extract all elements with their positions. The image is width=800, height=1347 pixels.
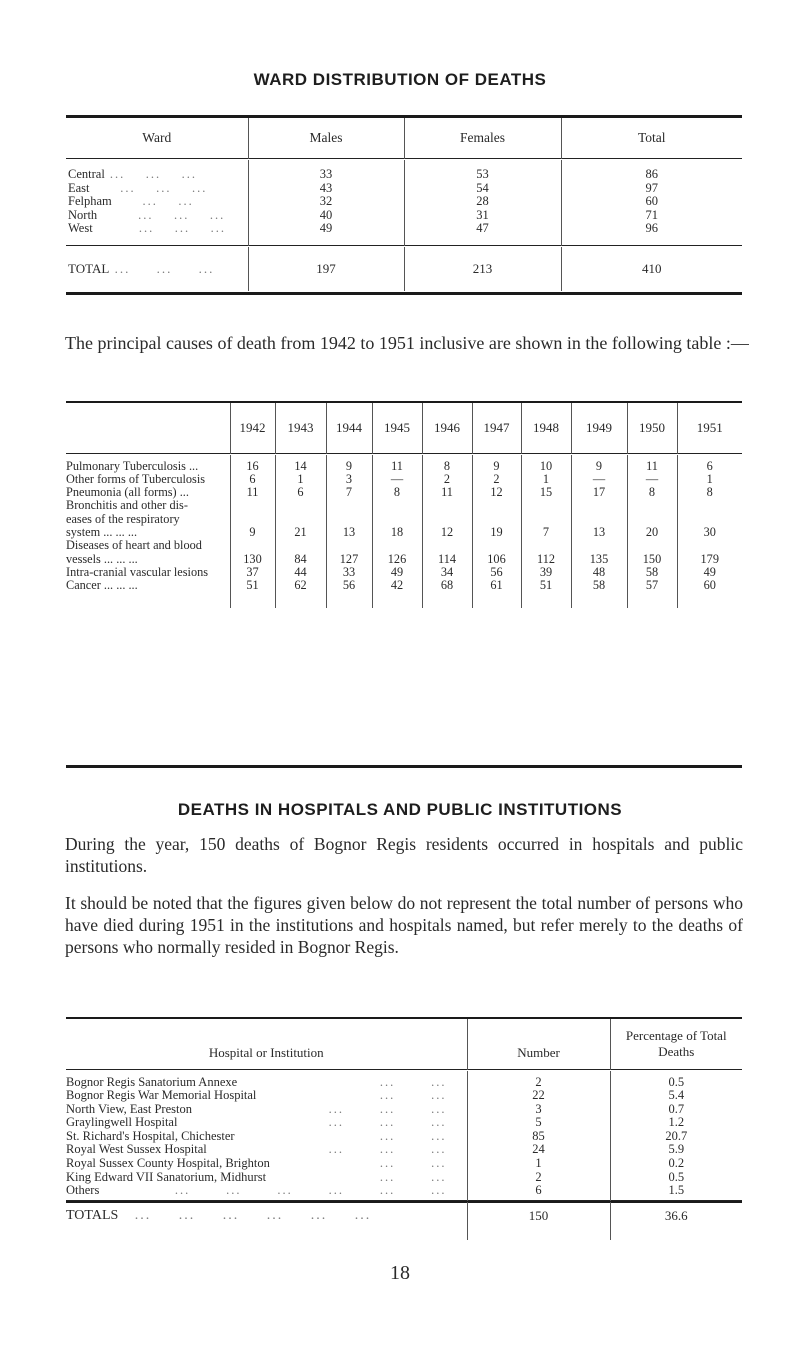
cause-row (66, 499, 742, 539)
cause-value: 56 (472, 566, 521, 579)
hospital-header-number: Number (467, 1019, 610, 1069)
ward-table-bottom-rule (66, 292, 742, 295)
cause-value: 11 (230, 486, 275, 499)
hospital-row: Royal West Sussex Hospital ... ... ... 24 5.9 (66, 1143, 742, 1157)
ward-name: Felpham (68, 194, 112, 208)
hospital-number: 3 (467, 1103, 610, 1117)
cause-label-line: Other forms of Tuberculosis (66, 471, 206, 486)
ward-header-males: Males (248, 118, 404, 158)
hospital-row: Royal Sussex County Hospital, Brighton ... ... 1 0.2 (66, 1157, 742, 1171)
cause-row (66, 455, 742, 473)
causes-of-death-table (66, 403, 742, 608)
ward-section-title: WARD DISTRIBUTION OF DEATHS (253, 70, 547, 89)
cause-value: 135 (571, 539, 627, 566)
hospital-number: 22 (467, 1089, 610, 1103)
cause-value: 44 (275, 566, 326, 579)
ward-females-value: 47 (404, 222, 561, 236)
hospital-row: King Edward VII Sanatorium, Midhurst ... ... 2 0.5 (66, 1171, 742, 1185)
hospital-percent: 1.5 (610, 1184, 742, 1198)
hospital-number: 6 (467, 1184, 610, 1198)
cause-value: 150 (627, 539, 677, 566)
causes-table-bottom-rule (66, 765, 742, 768)
ward-total-label: TOTAL (68, 261, 110, 276)
cause-value: 30 (677, 499, 742, 539)
ward-females-value: 53 (404, 160, 561, 182)
year-header-1949: 1949 (571, 403, 627, 453)
hospital-name: North View, East Preston (66, 1101, 192, 1116)
page-number: 18 (390, 1262, 410, 1284)
hospital-name: Bognor Regis War Memorial Hospital (66, 1088, 257, 1103)
cause-value: 8 (422, 455, 472, 473)
ward-total-value: 97 (561, 182, 742, 196)
cause-value: 11 (627, 455, 677, 473)
year-header-1951: 1951 (677, 403, 742, 453)
hospital-number: 1 (467, 1157, 610, 1171)
hospital-header-percentage: Percentage of Total Deaths (610, 1019, 742, 1069)
cause-value: 84 (275, 539, 326, 566)
cause-label-line: Pneumonia (all forms) ... (66, 485, 189, 500)
hospital-percent: 0.5 (610, 1076, 742, 1090)
ward-total-value: 86 (561, 160, 742, 182)
cause-value: 2 (422, 473, 472, 486)
cause-value: 17 (571, 486, 627, 499)
cause-value: 14 (275, 455, 326, 473)
cause-value: 61 (472, 579, 521, 592)
cause-label-line: vessels ... ... ... (66, 551, 138, 566)
cause-row (66, 579, 742, 592)
ward-males-value: 43 (248, 182, 404, 196)
hospital-number: 5 (467, 1116, 610, 1130)
cause-value: 49 (372, 566, 422, 579)
hospital-name: St. Richard's Hospital, Chichester (66, 1128, 235, 1143)
cause-value: 8 (627, 486, 677, 499)
cause-label-line: Pulmonary Tuberculosis ... (66, 458, 199, 473)
hospital-number: 85 (467, 1130, 610, 1144)
hospitals-para-2: It should be noted that the figures given below do not represent the total number of persons who have died during 1951 in the institutions and hospitals named, but refer merely to the deaths of persons who normally resided in Bognor Regis. (65, 893, 743, 957)
hospital-row: St. Richard's Hospital, Chichester ... ... 85 20.7 (66, 1130, 742, 1144)
cause-value: 2 (472, 473, 521, 486)
ward-row: Central ... ... ... 33 53 86 (66, 160, 742, 182)
cause-value: 8 (372, 486, 422, 499)
cause-value: 33 (326, 566, 372, 579)
ward-males-value: 40 (248, 209, 404, 223)
cause-value: 9 (230, 499, 275, 539)
year-header-1946: 1946 (422, 403, 472, 453)
cause-value: 9 (472, 455, 521, 473)
hospital-deaths-table: Hospital or Institution Number Percentage of Total Deaths Bognor Regis Sanatorium Annexe ... ... 2 0.5 Bognor Regis War Memorial Hospital ... ... 22 5.4 North View, East Preston ... ... ... 3 0.7 Graylingwell Hospital ... ... ... 5 1.2 St. Richard's Hospital, Chichester ... ... 85 20.7 Royal West Sussex Hospital ... ... ... 24 5.9 Royal Sussex County Hospital, Brighton ... ... 1 0.2 King Edward VII Sanatorium, Midhurst ... ... 2 0.5 Others ... ... ... ... ... ... 6 1.5 TOTALS ... ... ... ... ... ... 150 36.6 (66, 1019, 742, 1240)
hospitals-para-1: During the year, 150 deaths of Bognor Regis residents occurred in hospitals and public institutions. (65, 834, 743, 876)
cause-value: 112 (521, 539, 571, 566)
cause-value: 57 (627, 579, 677, 592)
hospital-name: Royal Sussex County Hospital, Brighton (66, 1156, 270, 1171)
cause-value: 12 (472, 486, 521, 499)
hospital-number: 2 (467, 1076, 610, 1090)
hospital-name: Royal West Sussex Hospital (66, 1142, 207, 1157)
cause-label-line: eases of the respiratory (66, 511, 180, 526)
ward-name: East (68, 180, 90, 195)
cause-value: 114 (422, 539, 472, 566)
ward-header-females: Females (404, 118, 561, 158)
hospital-row: Others ... ... ... ... ... ... 6 1.5 (66, 1184, 742, 1198)
cause-value: 58 (627, 566, 677, 579)
hospital-percent: 0.5 (610, 1171, 742, 1185)
cause-value: — (627, 473, 677, 486)
ward-name: North (68, 207, 98, 222)
ward-total-total: 410 (561, 247, 742, 291)
cause-value: 9 (326, 455, 372, 473)
cause-value: 10 (521, 455, 571, 473)
cause-value: 58 (571, 579, 627, 592)
cause-label-line: Cancer ... ... ... (66, 578, 138, 593)
cause-row (66, 473, 742, 486)
ward-total-males: 197 (248, 247, 404, 291)
cause-value: 1 (677, 473, 742, 486)
hospital-row: Graylingwell Hospital ... ... ... 5 1.2 (66, 1116, 742, 1130)
cause-value: 13 (326, 499, 372, 539)
year-header-1947: 1947 (472, 403, 521, 453)
cause-value: 130 (230, 539, 275, 566)
cause-value: 60 (677, 579, 742, 592)
ward-row: West ... ... ... 49 47 96 (66, 222, 742, 236)
ward-row: East ... ... ... 43 54 97 (66, 182, 742, 196)
causes-intro: The principal causes of death from 1942 to 1951 inclusive are shown in the following table :— (65, 333, 749, 353)
cause-value: 15 (521, 486, 571, 499)
ward-total-females: 213 (404, 247, 561, 291)
ward-males-value: 32 (248, 195, 404, 209)
hospital-percent: 0.2 (610, 1157, 742, 1171)
ward-distribution-table: Ward Males Females Total Central ... ... ... 33 53 86 East ... ... ... 43 54 97 Felpham ... ... 32 28 60 North ... ... ... 40 31 71 West ... ... ... 49 47 96 TOTAL ... ... ... 197 213 410 (66, 118, 742, 291)
cause-row (66, 566, 742, 579)
ward-total-value: 96 (561, 222, 742, 236)
cause-value: 51 (230, 579, 275, 592)
hospital-name: Bognor Regis Sanatorium Annexe (66, 1074, 238, 1089)
hospital-name: King Edward VII Sanatorium, Midhurst (66, 1169, 267, 1184)
hospital-name: Others (66, 1183, 100, 1198)
cause-value: 3 (326, 473, 372, 486)
cause-value: — (372, 473, 422, 486)
cause-value: 42 (372, 579, 422, 592)
hospital-row: North View, East Preston ... ... ... 3 0.7 (66, 1103, 742, 1117)
cause-row (66, 539, 742, 566)
cause-value: 11 (422, 486, 472, 499)
cause-value: 49 (677, 566, 742, 579)
cause-value: 7 (521, 499, 571, 539)
hospital-percent: 20.7 (610, 1130, 742, 1144)
cause-row (66, 486, 742, 499)
cause-value: 11 (372, 455, 422, 473)
hospital-percent: 0.7 (610, 1103, 742, 1117)
ward-row: North ... ... ... 40 31 71 (66, 209, 742, 223)
cause-value: 6 (275, 486, 326, 499)
cause-value: 9 (571, 455, 627, 473)
year-header-1944: 1944 (326, 403, 372, 453)
hospital-percent: 5.4 (610, 1089, 742, 1103)
cause-value: 51 (521, 579, 571, 592)
cause-value: 21 (275, 499, 326, 539)
cause-value: 6 (677, 455, 742, 473)
cause-value: 126 (372, 539, 422, 566)
year-header-1942: 1942 (230, 403, 275, 453)
cause-label-line: Bronchitis and other dis- (66, 498, 188, 513)
cause-value: 62 (275, 579, 326, 592)
year-header-1945: 1945 (372, 403, 422, 453)
ward-header-ward: Ward (142, 129, 172, 145)
ward-total-value: 71 (561, 209, 742, 223)
year-header-1948: 1948 (521, 403, 571, 453)
cause-value: 1 (275, 473, 326, 486)
cause-value: 12 (422, 499, 472, 539)
cause-value: 19 (472, 499, 521, 539)
ward-females-value: 31 (404, 209, 561, 223)
hospital-header-institution: Hospital or Institution (208, 1044, 324, 1060)
cause-value: 6 (230, 473, 275, 486)
cause-value: 18 (372, 499, 422, 539)
cause-value: 13 (571, 499, 627, 539)
year-header-1950: 1950 (627, 403, 677, 453)
hospital-row: Bognor Regis Sanatorium Annexe ... ... 2 0.5 (66, 1076, 742, 1090)
hospital-total-number: 150 (467, 1202, 610, 1230)
ward-name: West (68, 221, 93, 235)
cause-value: 34 (422, 566, 472, 579)
ward-males-value: 33 (248, 160, 404, 182)
ward-total-value: 60 (561, 195, 742, 209)
cause-value: 106 (472, 539, 521, 566)
cause-value: 16 (230, 455, 275, 473)
cause-value: 1 (521, 473, 571, 486)
cause-value: 39 (521, 566, 571, 579)
cause-value: 37 (230, 566, 275, 579)
hospital-name: Graylingwell Hospital (66, 1115, 178, 1130)
cause-value: 127 (326, 539, 372, 566)
hospital-number: 24 (467, 1143, 610, 1157)
cause-value: 20 (627, 499, 677, 539)
cause-value: 56 (326, 579, 372, 592)
hospital-percent: 1.2 (610, 1116, 742, 1130)
cause-value: 179 (677, 539, 742, 566)
hospitals-section-title: DEATHS IN HOSPITALS AND PUBLIC INSTITUTIONS (177, 800, 623, 819)
cause-label-line: Intra-cranial vascular lesions (66, 564, 209, 579)
hospital-total-label: TOTALS (66, 1208, 119, 1224)
ward-row: Felpham ... ... 32 28 60 (66, 195, 742, 209)
cause-label-line: system ... ... ... (66, 524, 138, 539)
cause-value: — (571, 473, 627, 486)
hospital-total-percent: 36.6 (610, 1202, 742, 1230)
cause-value: 68 (422, 579, 472, 592)
hospital-number: 2 (467, 1171, 610, 1185)
ward-header-total: Total (561, 118, 742, 158)
ward-males-value: 49 (248, 222, 404, 236)
cause-value: 8 (677, 486, 742, 499)
year-header-1943: 1943 (275, 403, 326, 453)
cause-value: 7 (326, 486, 372, 499)
cause-label-line: Diseases of heart and blood (66, 538, 202, 553)
hospital-percent: 5.9 (610, 1143, 742, 1157)
ward-females-value: 28 (404, 195, 561, 209)
cause-value: 48 (571, 566, 627, 579)
ward-females-value: 54 (404, 182, 561, 196)
ward-name: Central (68, 167, 105, 181)
hospital-row: Bognor Regis War Memorial Hospital ... ... 22 5.4 (66, 1089, 742, 1103)
